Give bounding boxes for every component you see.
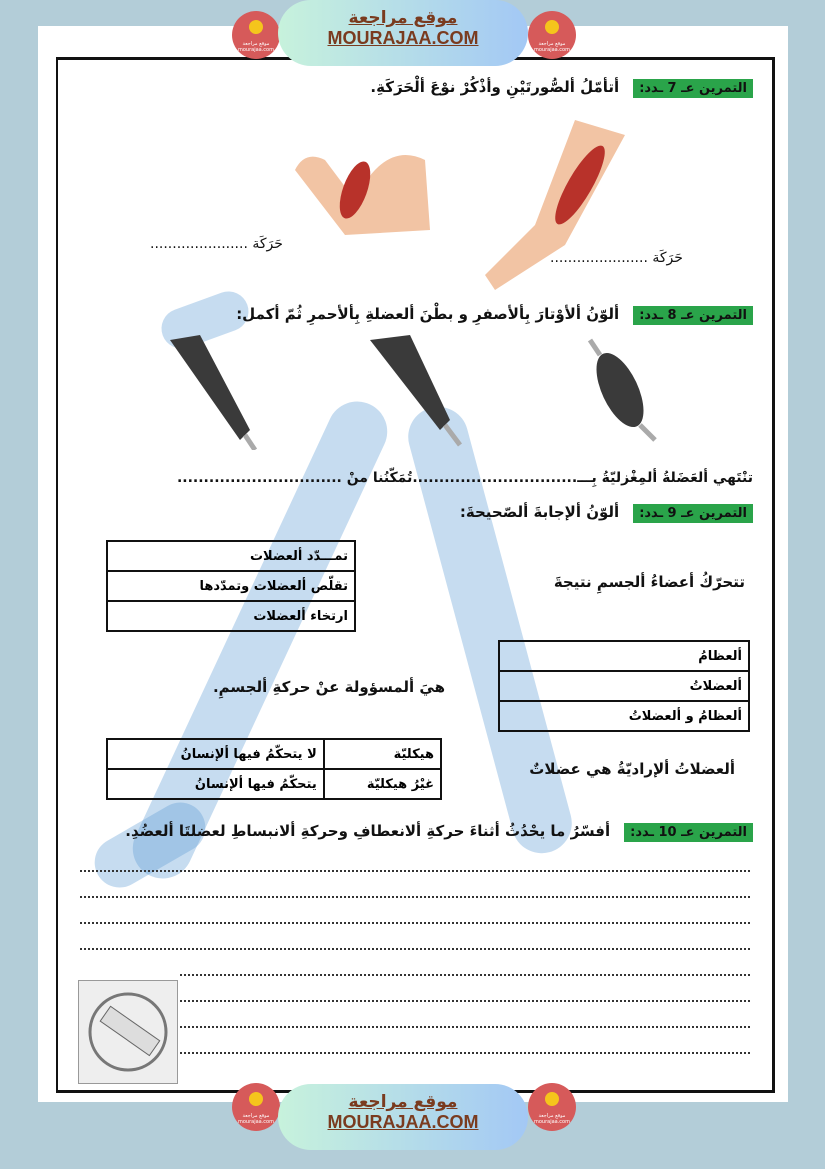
exercise-9-heading	[460, 503, 753, 523]
site-logo[interactable]	[528, 11, 576, 59]
exercise-label: التمرين عـ 8 ـدد:	[633, 306, 753, 325]
instruction: ألوّنُ ألأوْتارَ بِألأصفرِ و بطْنَ ألعضلةِ بِألأحمرِ ثُمّ أكمل:	[236, 305, 620, 323]
instruction: أتأمّلُ ألصُّورتَيْنِ وأذْكُرْ نوْعَ ألْحَرَكَةِ.	[370, 78, 620, 96]
exercise-label: التمرين عـ 7 ـدد:	[633, 79, 753, 98]
exercise-label: التمرين عـ 9 ـدد:	[633, 504, 753, 523]
answer-line[interactable]	[80, 896, 750, 898]
exercise-label: التمرين عـ 10 ـدد:	[624, 823, 753, 842]
option[interactable]: هيكليّة	[324, 739, 441, 769]
q2-options-table	[498, 640, 750, 732]
muscle-images	[160, 330, 680, 450]
exercise-8-heading	[236, 305, 753, 325]
option[interactable]: يتحكّمُ فيها ألإنسانُ	[107, 769, 324, 799]
site-logo[interactable]	[528, 1083, 576, 1131]
teacher-stamp	[78, 980, 178, 1084]
q1-options-table	[106, 540, 356, 632]
answer-line[interactable]	[80, 870, 750, 872]
muscle-icon	[170, 335, 255, 450]
extended-arm-image	[485, 115, 635, 295]
banner-site[interactable]: MOURAJAA.COM	[327, 1112, 479, 1132]
site-banner-bottom[interactable]	[278, 1084, 528, 1150]
logo-text: موقع مراجعة mourajaa.com	[237, 41, 274, 53]
site-banner-top[interactable]	[278, 0, 528, 66]
answer-blank[interactable]: حَرَكَة ......................	[550, 250, 683, 266]
option[interactable]: لا يتحكّمُ فيها ألإنسانُ	[107, 739, 324, 769]
option[interactable]: ألعظامُ و ألعضلاتُ	[499, 701, 749, 731]
answer-line[interactable]	[180, 1052, 750, 1054]
answer-line[interactable]	[180, 1026, 750, 1028]
question-3: ألعضلاتُ ألإراديّةُ هي عضلاتٌ	[529, 760, 735, 778]
banner-site[interactable]: MOURAJAA.COM	[327, 28, 479, 48]
logo-text: موقع مراجعة mourajaa.com	[237, 1113, 274, 1125]
banner-arabic: موقع مراجعة	[348, 8, 458, 28]
instruction: ألوّنُ ألإجابةَ ألصّحيحةَ:	[459, 503, 620, 521]
exercise-10-heading	[125, 822, 753, 842]
exercise-7-heading	[370, 78, 753, 98]
flexed-arm-image	[285, 120, 435, 240]
banner-arabic: موقع مراجعة	[348, 1092, 458, 1112]
muscle-icon	[370, 335, 460, 445]
muscle-icon	[587, 340, 655, 440]
site-logo[interactable]	[232, 11, 280, 59]
question-1: تتحرّكُ أعضاءُ ألجسمِ نتيجةَ	[553, 573, 745, 591]
exercise-8-sentence: تنْتَهي ألعَضَلةُ ألمِغْزليّةُ بِـــ...............................تُمَكّنُنا منْ ...............................	[176, 470, 753, 486]
option[interactable]: غيْرُ هيكليّة	[324, 769, 441, 799]
answer-line[interactable]	[180, 1000, 750, 1002]
logo-text: موقع مراجعة mourajaa.com	[533, 1113, 570, 1125]
answer-blank[interactable]: حَرَكَة ......................	[150, 236, 283, 252]
instruction: أفسّرُ ما يحْدُثُ أثناءَ حركةِ ألانعطافِ وحركةِ ألانبساطِ لعضلتَا ألعضُدِ.	[125, 822, 611, 840]
answer-line[interactable]	[80, 948, 750, 950]
site-logo[interactable]	[232, 1083, 280, 1131]
option[interactable]: ألعضلاتُ	[499, 671, 749, 701]
answer-line[interactable]	[180, 974, 750, 976]
question-2: هيَ ألمسؤولة عنْ حركةِ ألجسمِ.	[212, 678, 445, 696]
answer-line[interactable]	[80, 922, 750, 924]
option[interactable]: تمـــدّد ألعضلات	[107, 541, 355, 571]
q3-options-table	[106, 738, 442, 800]
option[interactable]: ألعظامُ	[499, 641, 749, 671]
option[interactable]: تقلّص ألعضلات وتمدّدها	[107, 571, 355, 601]
logo-text: موقع مراجعة mourajaa.com	[533, 41, 570, 53]
option[interactable]: ارتخاء ألعضلات	[107, 601, 355, 631]
